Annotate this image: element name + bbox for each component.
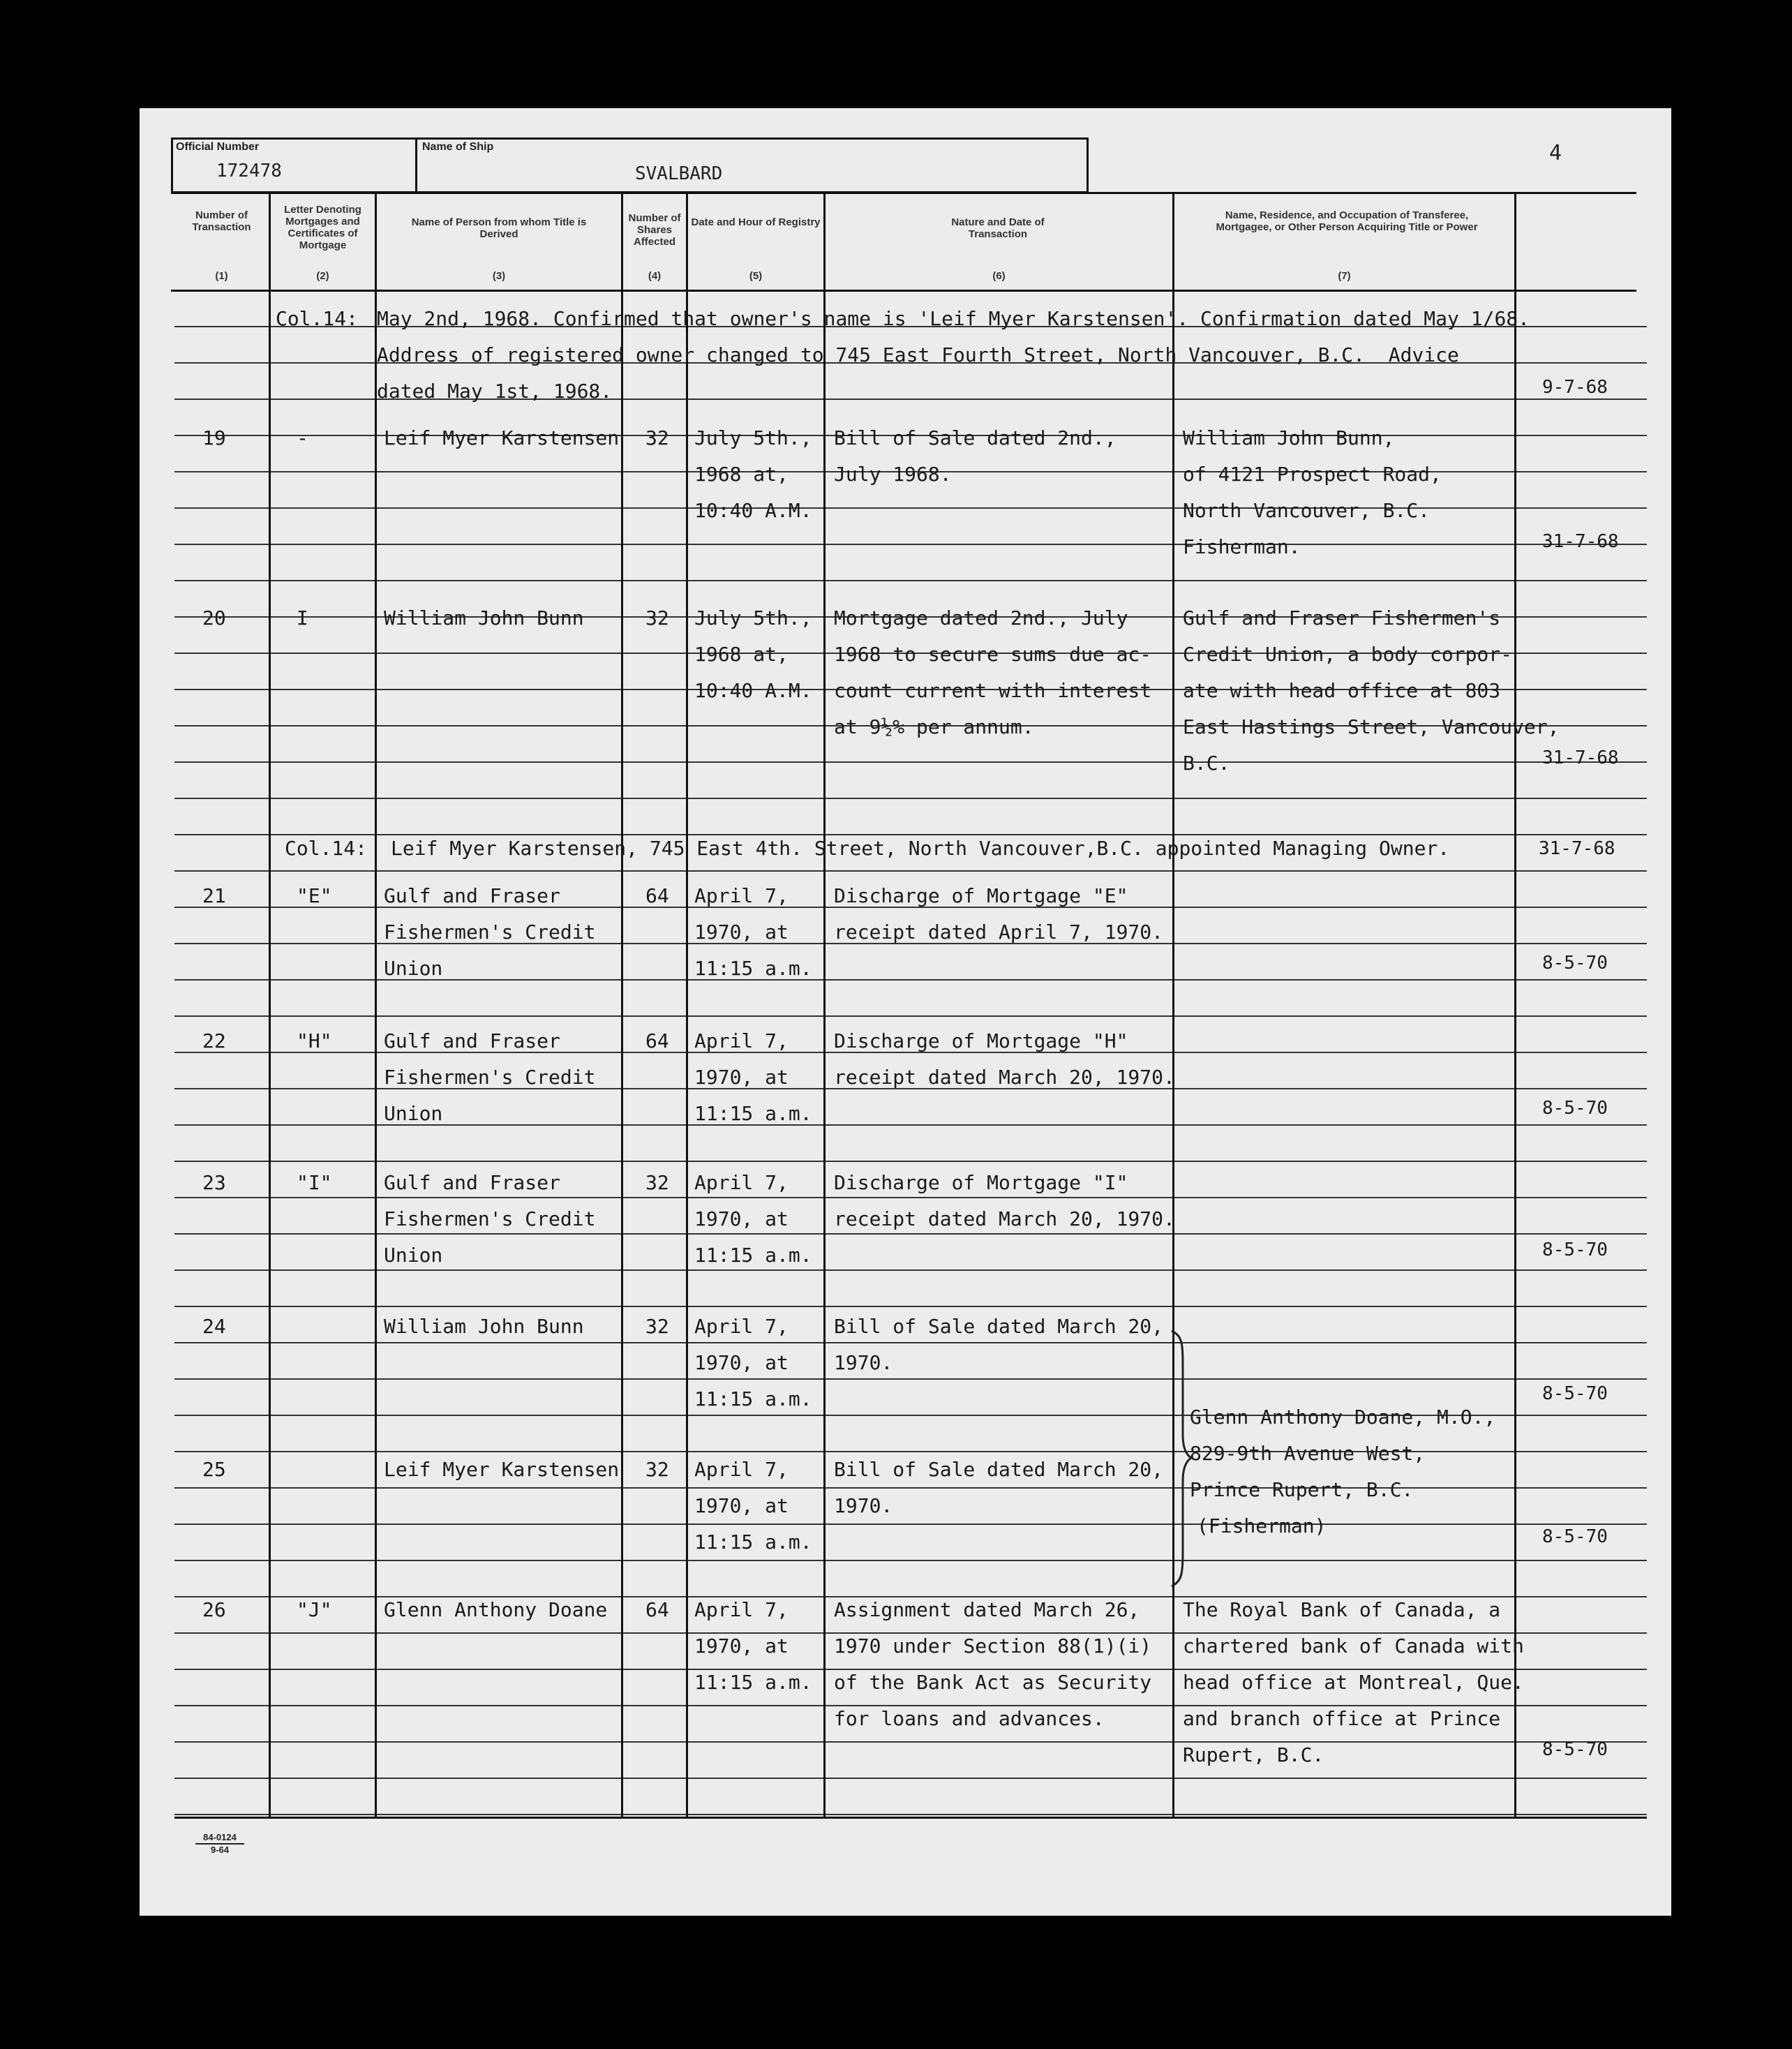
registry-line: 1970, at bbox=[694, 921, 789, 944]
registry-line: 1970, at bbox=[694, 1494, 789, 1517]
transferee-line: The Royal Bank of Canada, a bbox=[1183, 1598, 1501, 1621]
column-header-3: Name of Person from whom Title is Derived bbox=[411, 216, 587, 240]
registry-line: July 5th., bbox=[694, 606, 812, 629]
title-from-line: Gulf and Fraser bbox=[384, 884, 560, 907]
shares-affected: 32 bbox=[645, 1171, 669, 1194]
ruled-line bbox=[174, 1451, 1647, 1452]
note1-line-1: May 2nd, 1968. Confirmed that owner's name is 'Leif Myer Karstensen'. Confirmation dated May 1/68. bbox=[377, 307, 1530, 330]
transferee-line: Fisherman. bbox=[1183, 535, 1301, 558]
table-bottom-rule bbox=[174, 1817, 1647, 1819]
shared-transferee-line: (Fisherman) bbox=[1197, 1514, 1327, 1537]
entry-date: 8-5-70 bbox=[1542, 1239, 1608, 1260]
transferee-line: Gulf and Fraser Fishermen's bbox=[1183, 606, 1501, 629]
registry-line: 1970, at bbox=[694, 1066, 789, 1089]
transaction-number: 25 bbox=[202, 1458, 226, 1481]
col-rule-3 bbox=[621, 192, 623, 1818]
transferee-line: William John Bunn, bbox=[1183, 426, 1395, 449]
registry-line: 11:15 a.m. bbox=[694, 1102, 812, 1125]
registry-line: 11:15 a.m. bbox=[694, 1530, 812, 1553]
registry-line: 11:15 a.m. bbox=[694, 1671, 812, 1694]
nature-line: 1968 to secure sums due ac- bbox=[834, 643, 1152, 666]
ruled-line bbox=[174, 1560, 1647, 1561]
nature-line: Bill of Sale dated March 20, bbox=[834, 1458, 1164, 1481]
mortgage-letter: - bbox=[297, 426, 308, 449]
entry-date: 31-7-68 bbox=[1542, 747, 1619, 768]
note2-letter: Col.14: bbox=[285, 837, 368, 860]
registry-line: 10:40 A.M. bbox=[694, 499, 812, 522]
note1-letter: Col.14: bbox=[276, 307, 359, 330]
official-number-label: Official Number bbox=[176, 141, 260, 153]
ship-name: SVALBARD bbox=[635, 163, 723, 184]
header-top-rule bbox=[171, 192, 1636, 194]
registry-line: 11:15 a.m. bbox=[694, 1244, 812, 1267]
column-header-1: Number of Transaction bbox=[192, 209, 251, 233]
ruled-line bbox=[174, 580, 1647, 581]
col-rule-7 bbox=[1514, 192, 1516, 1818]
registry-line: 1968 at, bbox=[694, 643, 789, 666]
note1-line-3: dated May 1st, 1968. bbox=[377, 380, 613, 403]
transferee-line: North Vancouver, B.C. bbox=[1183, 499, 1431, 522]
nature-line: Discharge of Mortgage "H" bbox=[834, 1029, 1128, 1052]
ruled-line bbox=[174, 1161, 1647, 1162]
col-rule-5 bbox=[823, 192, 826, 1818]
ruled-line bbox=[174, 1197, 1647, 1198]
registry-line: 1970, at bbox=[694, 1634, 789, 1657]
nature-line: receipt dated March 20, 1970. bbox=[834, 1066, 1175, 1089]
registry-line: April 7, bbox=[694, 1598, 789, 1621]
transferee-line: and branch office at Prince bbox=[1183, 1707, 1501, 1730]
column-number-5: (5) bbox=[749, 270, 763, 282]
registry-line: 1970, at bbox=[694, 1351, 789, 1374]
transferee-line: of 4121 Prospect Road, bbox=[1183, 463, 1442, 486]
note1-date: 9-7-68 bbox=[1542, 377, 1608, 398]
title-from-line: Union bbox=[384, 1102, 443, 1125]
mortgage-letter: "J" bbox=[297, 1598, 332, 1621]
transaction-number: 20 bbox=[202, 606, 226, 629]
mortgage-letter: I bbox=[297, 606, 308, 629]
note2-text: Leif Myer Karstensen, 745 East 4th. Street, North Vancouver,B.C. appointed Managing Owner. bbox=[391, 837, 1450, 860]
ruled-line bbox=[174, 1741, 1647, 1743]
title-from-line: Union bbox=[384, 1244, 443, 1267]
title-from-line: Leif Myer Karstensen bbox=[384, 1458, 620, 1481]
shared-transferee-line: 829-9th Avenue West, bbox=[1190, 1442, 1426, 1465]
registry-line: April 7, bbox=[694, 1458, 789, 1481]
registry-line: 11:15 a.m. bbox=[694, 957, 812, 980]
nature-line: Discharge of Mortgage "I" bbox=[834, 1171, 1128, 1194]
registry-line: April 7, bbox=[694, 1171, 789, 1194]
note1-line-2: Address of registered owner changed to 745 East Fourth Street, North Vancouver, B.C. Advice bbox=[377, 343, 1459, 366]
column-header-7: Name, Residence, and Occupation of Transferee, Mortgagee, or Other Person Acquiring Title or Power bbox=[1216, 209, 1478, 233]
title-from-line: Leif Myer Karstensen bbox=[384, 426, 620, 449]
ship-name-label: Name of Ship bbox=[422, 141, 494, 153]
entry-date: 8-5-70 bbox=[1542, 1526, 1608, 1547]
column-number-2: (2) bbox=[316, 270, 329, 282]
nature-line: Bill of Sale dated March 20, bbox=[834, 1315, 1164, 1338]
entry-date: 8-5-70 bbox=[1542, 1739, 1608, 1760]
shared-transferee-line: Prince Rupert, B.C. bbox=[1190, 1478, 1414, 1501]
registry-line: 1970, at bbox=[694, 1207, 789, 1230]
column-number-4: (4) bbox=[648, 270, 662, 282]
form-code-bottom: 9-64 bbox=[195, 1843, 244, 1856]
shares-affected: 32 bbox=[645, 1315, 669, 1338]
column-number-3: (3) bbox=[492, 270, 506, 282]
shares-affected: 64 bbox=[645, 884, 669, 907]
col-rule-2 bbox=[375, 192, 377, 1818]
ruled-line bbox=[174, 1778, 1647, 1779]
nature-line: receipt dated April 7, 1970. bbox=[834, 921, 1164, 944]
entry-date: 8-5-70 bbox=[1542, 1383, 1608, 1404]
nature-line: July 1968. bbox=[834, 463, 952, 486]
page-number: 4 bbox=[1549, 141, 1562, 165]
entry-date: 8-5-70 bbox=[1542, 953, 1608, 974]
transferee-line: chartered bank of Canada with bbox=[1183, 1634, 1524, 1657]
header-bottom-rule bbox=[171, 290, 1636, 292]
mortgage-letter: "E" bbox=[297, 884, 332, 907]
nature-line: count current with interest bbox=[834, 679, 1152, 702]
shares-affected: 32 bbox=[645, 426, 669, 449]
registry-line: 11:15 a.m. bbox=[694, 1387, 812, 1410]
column-header-6: Nature and Date of Transaction bbox=[951, 216, 1045, 240]
ruled-line bbox=[174, 1632, 1647, 1634]
ruled-line bbox=[174, 1233, 1647, 1235]
mortgage-letter: "I" bbox=[297, 1171, 332, 1194]
transferee-line: Credit Union, a body corpor- bbox=[1183, 643, 1513, 666]
ruled-line bbox=[174, 1342, 1647, 1343]
nature-line: Bill of Sale dated 2nd., bbox=[834, 426, 1117, 449]
official-number: 172478 bbox=[216, 161, 282, 181]
column-number-7: (7) bbox=[1338, 270, 1351, 282]
nature-line: Mortgage dated 2nd., July bbox=[834, 606, 1128, 629]
title-from-line: Fishermen's Credit bbox=[384, 921, 596, 944]
ruled-line bbox=[174, 870, 1647, 872]
registry-line: 10:40 A.M. bbox=[694, 679, 812, 702]
column-number-6: (6) bbox=[992, 270, 1006, 282]
column-header-4: Number of Shares Affected bbox=[628, 212, 681, 248]
shares-affected: 64 bbox=[645, 1029, 669, 1052]
nature-line: Discharge of Mortgage "E" bbox=[834, 884, 1128, 907]
nature-line: 1970. bbox=[834, 1351, 893, 1374]
column-header-2: Letter Denoting Mortgages and Certificates of Mortgage bbox=[284, 204, 361, 251]
ruled-line bbox=[174, 761, 1647, 763]
nature-line: Assignment dated March 26, bbox=[834, 1598, 1140, 1621]
title-from-line: William John Bunn bbox=[384, 1315, 584, 1338]
ruled-line bbox=[174, 1669, 1647, 1670]
shared-transferee-line: Glenn Anthony Doane, M.O., bbox=[1190, 1406, 1496, 1429]
ruled-line bbox=[174, 1523, 1647, 1525]
registry-line: April 7, bbox=[694, 884, 789, 907]
ruled-line bbox=[174, 1015, 1647, 1017]
ruled-line bbox=[174, 798, 1647, 799]
ruled-line bbox=[174, 1705, 1647, 1706]
column-number-1: (1) bbox=[215, 270, 228, 282]
nature-line: of the Bank Act as Security bbox=[834, 1671, 1152, 1694]
title-from-line: Fishermen's Credit bbox=[384, 1066, 596, 1089]
ruled-line bbox=[174, 1269, 1647, 1271]
ruled-line bbox=[174, 834, 1647, 835]
transaction-number: 26 bbox=[202, 1598, 226, 1621]
transferee-line: East Hastings Street, Vancouver, bbox=[1183, 715, 1560, 738]
title-from-line: Fishermen's Credit bbox=[384, 1207, 596, 1230]
shares-affected: 32 bbox=[645, 606, 669, 629]
form-code-top: 84-0124 bbox=[203, 1832, 237, 1842]
note2-date: 31-7-68 bbox=[1539, 838, 1615, 859]
transaction-number: 19 bbox=[202, 426, 226, 449]
title-from-line: Glenn Anthony Doane bbox=[384, 1598, 608, 1621]
col-rule-4 bbox=[686, 192, 688, 1818]
column-header-5: Date and Hour of Registry bbox=[691, 216, 821, 228]
nature-line: receipt dated March 20, 1970. bbox=[834, 1207, 1175, 1230]
shares-affected: 64 bbox=[645, 1598, 669, 1621]
register-form bbox=[174, 140, 1647, 1855]
shares-affected: 32 bbox=[645, 1458, 669, 1481]
title-from-line: Gulf and Fraser bbox=[384, 1171, 560, 1194]
ruled-line bbox=[174, 1487, 1647, 1489]
entry-date: 8-5-70 bbox=[1542, 1098, 1608, 1119]
transaction-number: 21 bbox=[202, 884, 226, 907]
transferee-line: head office at Montreal, Que. bbox=[1183, 1671, 1524, 1694]
form-code bbox=[195, 1832, 244, 1856]
ruled-line bbox=[174, 544, 1647, 545]
nature-line: at 9½% per annum. bbox=[834, 715, 1034, 738]
nature-line: 1970 under Section 88(1)(i) bbox=[834, 1634, 1152, 1657]
nature-line: for loans and advances. bbox=[834, 1707, 1105, 1730]
transaction-number: 23 bbox=[202, 1171, 226, 1194]
ruled-line bbox=[174, 1378, 1647, 1380]
mortgage-letter: "H" bbox=[297, 1029, 332, 1052]
title-from-line: William John Bunn bbox=[384, 606, 584, 629]
transaction-number: 24 bbox=[202, 1315, 226, 1338]
registry-line: July 5th., bbox=[694, 426, 812, 449]
transaction-number: 22 bbox=[202, 1029, 226, 1052]
registry-line: April 7, bbox=[694, 1315, 789, 1338]
ruled-line bbox=[174, 1814, 1647, 1815]
nature-line: 1970. bbox=[834, 1494, 893, 1517]
title-from-line: Union bbox=[384, 957, 443, 980]
registry-line: 1968 at, bbox=[694, 463, 789, 486]
ruled-line bbox=[174, 1306, 1647, 1307]
title-from-line: Gulf and Fraser bbox=[384, 1029, 560, 1052]
registry-line: April 7, bbox=[694, 1029, 789, 1052]
transferee-line: ate with head office at 803 bbox=[1183, 679, 1501, 702]
entry-date: 31-7-68 bbox=[1542, 531, 1619, 552]
transferee-line: B.C. bbox=[1183, 752, 1230, 775]
transferee-line: Rupert, B.C. bbox=[1183, 1743, 1324, 1766]
ruled-line bbox=[174, 1596, 1647, 1597]
ship-name-box bbox=[415, 137, 1089, 193]
col-rule-1 bbox=[269, 192, 271, 1818]
